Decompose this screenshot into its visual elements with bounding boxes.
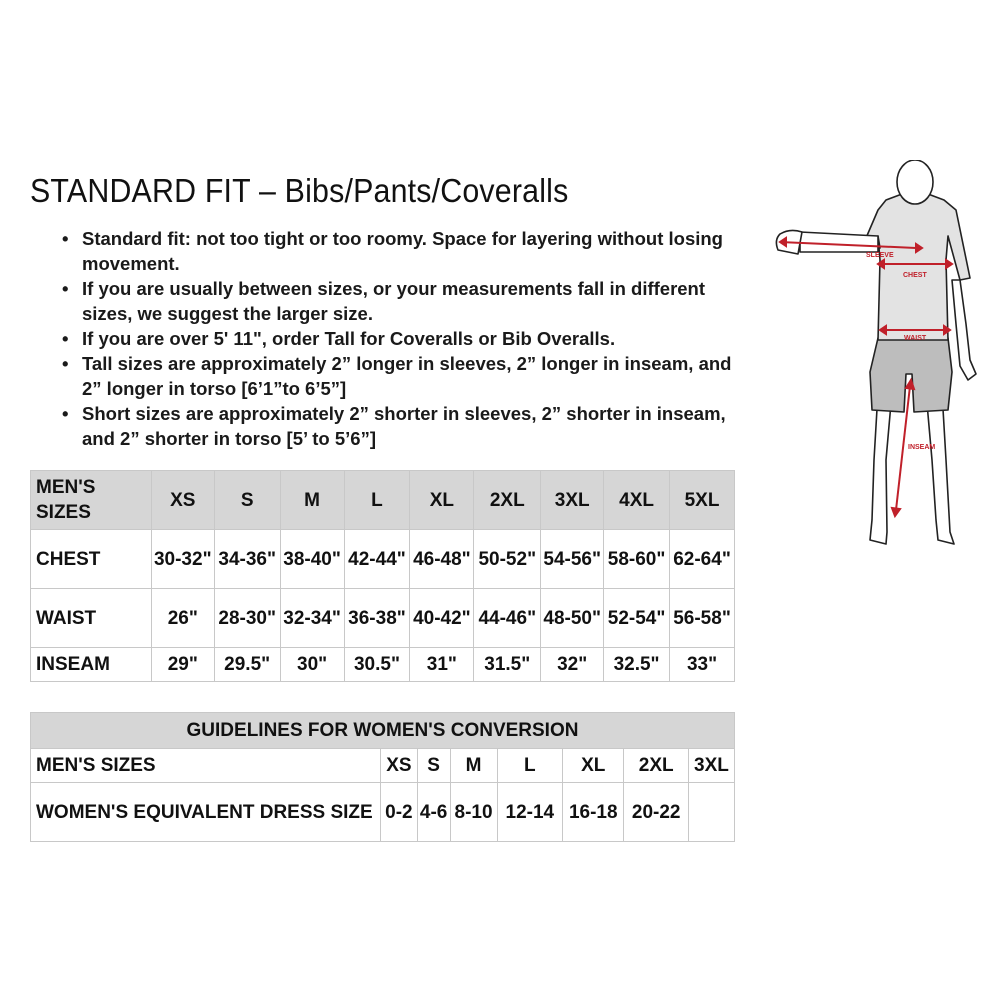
size-header: 2XL xyxy=(474,471,541,530)
table-cell: 58-60" xyxy=(604,530,670,589)
row-label-chest: CHEST xyxy=(31,530,152,589)
table-cell: 42-44" xyxy=(344,530,410,589)
table-cell: 38-40" xyxy=(280,530,344,589)
table-cell: 4-6 xyxy=(417,783,450,842)
table-cell: 30-32" xyxy=(151,530,214,589)
table-row xyxy=(31,648,735,682)
table-row xyxy=(31,530,735,589)
fit-notes-list xyxy=(62,226,742,451)
row-label-waist: WAIST xyxy=(31,589,152,648)
size-header: 4XL xyxy=(604,471,670,530)
table-cell: XL xyxy=(563,749,624,783)
table-cell: 52-54" xyxy=(604,589,670,648)
table-cell: L xyxy=(497,749,562,783)
table-header-row xyxy=(31,471,735,530)
table-cell: 3XL xyxy=(688,749,734,783)
table-cell: 16-18 xyxy=(563,783,624,842)
waist-label: WAIST xyxy=(904,335,927,342)
table-cell: 30.5" xyxy=(344,648,410,682)
table-cell: 28-30" xyxy=(214,589,280,648)
table-cell: 34-36" xyxy=(214,530,280,589)
table-cell: 54-56" xyxy=(541,530,604,589)
table-cell: 48-50" xyxy=(541,589,604,648)
sleeve-label: SLEEVE xyxy=(866,252,894,259)
table-cell: 62-64" xyxy=(670,530,735,589)
chest-label: CHEST xyxy=(903,272,927,279)
table-caption: GUIDELINES FOR WOMEN'S CONVERSION xyxy=(31,713,735,749)
table-caption-row xyxy=(31,713,735,749)
table-cell: 29.5" xyxy=(214,648,280,682)
table-cell: 26" xyxy=(151,589,214,648)
table-cell: 31.5" xyxy=(474,648,541,682)
table-cell: 30" xyxy=(280,648,344,682)
table-cell: 56-58" xyxy=(670,589,735,648)
table-cell: 50-52" xyxy=(474,530,541,589)
table-row xyxy=(31,749,735,783)
table-cell: 32-34" xyxy=(280,589,344,648)
table-cell: XS xyxy=(380,749,417,783)
table-cell: 33" xyxy=(670,648,735,682)
shorts-shape xyxy=(870,338,952,412)
table-cell: 29" xyxy=(151,648,214,682)
fit-note: • If you are over 5' 11", order Tall for Coveralls or Bib Overalls. xyxy=(62,326,742,351)
column-header-sizes: MEN'S SIZES xyxy=(31,471,152,530)
row-label-womens-size: WOMEN'S EQUIVALENT DRESS SIZE xyxy=(31,783,381,842)
table-cell: 32.5" xyxy=(604,648,670,682)
head-shape xyxy=(897,160,933,204)
mens-size-table xyxy=(30,470,735,682)
row-label-mens-sizes: MEN'S SIZES xyxy=(31,749,381,783)
size-header: XL xyxy=(410,471,474,530)
body-measurement-figure xyxy=(770,160,990,560)
womens-conversion-table xyxy=(30,712,735,842)
size-header: S xyxy=(214,471,280,530)
table-cell: 20-22 xyxy=(624,783,688,842)
size-header: L xyxy=(344,471,410,530)
size-header: M xyxy=(280,471,344,530)
size-header: XS xyxy=(151,471,214,530)
table-cell: 44-46" xyxy=(474,589,541,648)
inseam-label: INSEAM xyxy=(908,444,936,451)
page-title: STANDARD FIT – Bibs/Pants/Coveralls xyxy=(30,172,569,209)
table-cell: 31" xyxy=(410,648,474,682)
table-row xyxy=(31,589,735,648)
table-cell: 36-38" xyxy=(344,589,410,648)
figure-outline xyxy=(776,160,976,544)
table-cell: 46-48" xyxy=(410,530,474,589)
table-cell: M xyxy=(450,749,497,783)
row-label-inseam: INSEAM xyxy=(31,648,152,682)
table-cell: S xyxy=(417,749,450,783)
table-cell: 40-42" xyxy=(410,589,474,648)
fit-note: • Tall sizes are approximately 2” longer in sleeves, 2” longer in inseam, and 2” longer in torso [6’1”to 6’5”] xyxy=(62,351,742,401)
fit-note: • Short sizes are approximately 2” shorter in sleeves, 2” shorter in inseam, and 2” shorter in torso [5’ to 5’6”] xyxy=(62,401,742,451)
table-cell: 12-14 xyxy=(497,783,562,842)
table-row xyxy=(31,783,735,842)
table-cell xyxy=(688,783,734,842)
fit-note: • Standard fit: not too tight or too roomy. Space for layering without losing movement. xyxy=(62,226,742,276)
table-cell: 8-10 xyxy=(450,783,497,842)
size-header: 5XL xyxy=(670,471,735,530)
table-cell: 32" xyxy=(541,648,604,682)
table-cell: 0-2 xyxy=(380,783,417,842)
table-cell: 2XL xyxy=(624,749,688,783)
fit-note: • If you are usually between sizes, or your measurements fall in different sizes, we suggest the larger size. xyxy=(62,276,742,326)
size-header: 3XL xyxy=(541,471,604,530)
